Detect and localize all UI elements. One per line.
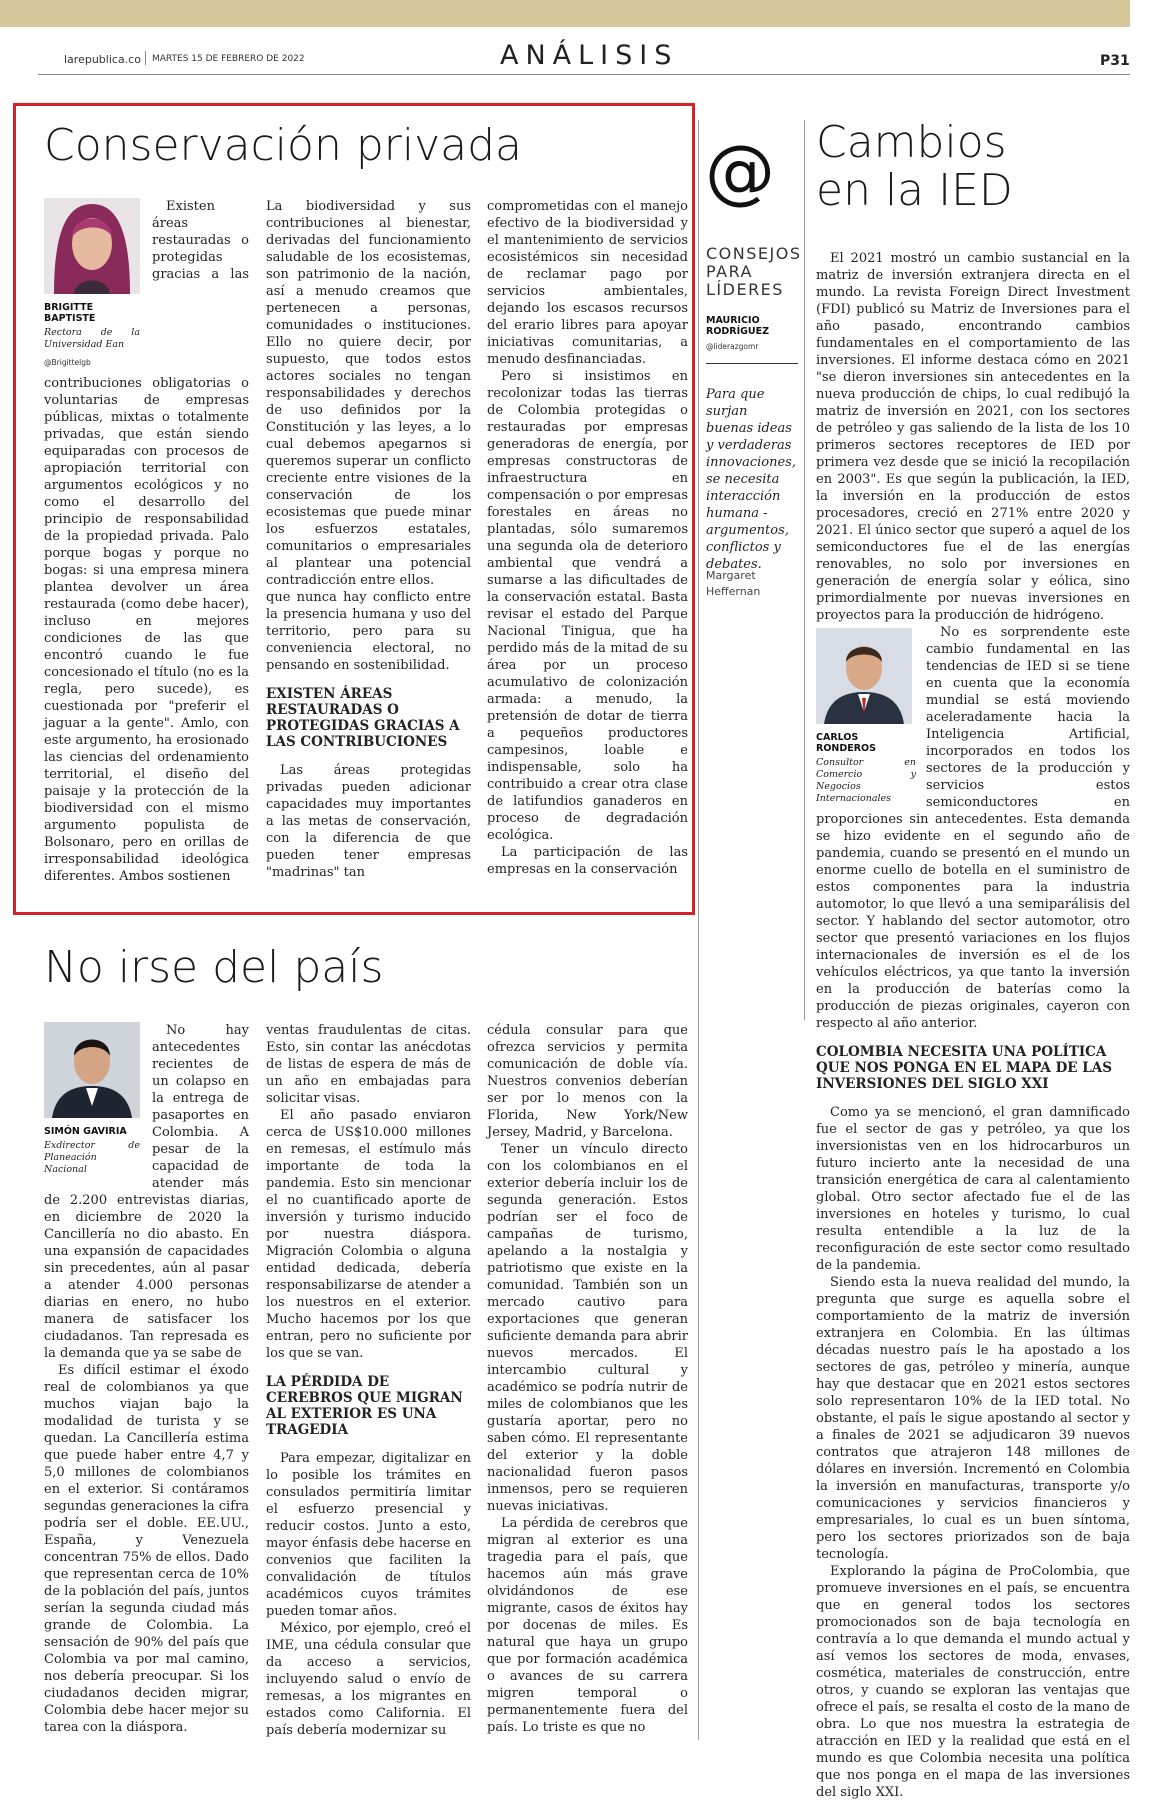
author-name: BRIGITTE BAPTISTE: [44, 302, 96, 324]
sidebar-quote-author: Margaret Heffernan: [706, 569, 761, 598]
sidebar-author-name: MAURICIO RODRÍGUEZ: [706, 315, 770, 337]
column-rule-sidebar: [698, 120, 699, 1740]
article-paragraph: Siendo esta la nueva realidad del mundo, la pregunta que surge es aquella sobre el comportamiento de la matriz de inversión extranjera en Colombia. En las últimas décadas nuestro país le ha apostado a los sectores de gas, petróleo y minería, aunque hay que destacar que en 2021 estos sectores solo representaron 10% de la IED total. No obstante, el país le sigue apostando al sector y a finales de 2021 se adjudicaron 39 nuevos contratos que atrajeron 148 millones de dólares en inversión. Incrementó en Colombia la inversión en manufacturas, transporte y/o comunicaciones y servicios financieros y empresariales, lo cual es un buen síntoma, pero los sectores priorizados son de baja tecnología.: [816, 1275, 1130, 1562]
author-box: [44, 198, 140, 371]
page-number: P31: [1100, 53, 1130, 69]
article-paragraph: comprometidas con el manejo efectivo de la biodiversidad y el mantenimiento de servicios ecosistémicos sin necesidad de reclamar pago por servicios ambientales, dejando los escasos recursos del erario libres para apoyar iniciativas comunitarias, a menudo desfinanciadas.: [487, 199, 688, 367]
article-paragraph: Explorando la página de ProColombia, que promueve inversiones en el país, se encuentra que en general todos los sectores promocionados son de baja tecnología en contravía a lo que demanda el mundo actual y así vemos los sectores de moda, envases, cosmética, materiales de construcción, entre otros, y cuando se exploran las ventajas que ofrece el país, se resalta el costo de la mano de obra. Lo que nos muestra la estrategia de atracción en IED y la realidad que está en el mundo es que Colombia necesita una política que nos ponga en el mapa de las inversiones del siglo XXI.: [816, 1564, 1130, 1800]
article2-column-3: [487, 1022, 688, 1742]
article-paragraph: Como ya se mencionó, el gran damnificado fue el sector de gas y petróleo, ya que los inversionistas ven en los hidrocarburos un futuro incierto ante la necesidad de una transición energética de cara al calentamiento global. Otro sector afectado fue el de las inversiones en hoteles y turismo, lo cual resulta entendible a la luz de la reconfiguración de este sector como resultado de la pandemia.: [816, 1105, 1130, 1273]
top-color-bar: [0, 0, 1130, 27]
article-column-3: [487, 198, 688, 888]
sidebar-rule: [706, 363, 798, 364]
article-column-2: [266, 198, 471, 888]
article-paragraph: La participación de las empresas en la conservación: [487, 845, 688, 877]
article-title: Conservación privada: [44, 120, 522, 171]
article-title: No irse del país: [44, 942, 384, 993]
article-paragraph: No hay antecedentes recientes de un colapso en la entrega de pasaportes en Colombia. A pesar de la capacidad de atender más de 2.200 entrevistas diarias, en diciembre de 2020 la Cancillería no dio abasto. En una expansión de capacidades sin precedentes, aún al pasar a atender 4.000 personas diarias en enero, no hubo manera de satisfacer los ciudadanos. Tan represada es la demanda que ya se sabe de: [44, 1023, 249, 1361]
article-subhead: EXISTEN ÁREAS RESTAURADAS O PROTEGIDAS GRACIAS A LAS CONTRIBUCIONES: [266, 686, 460, 750]
author-box: [816, 628, 916, 805]
article-column-1: [44, 198, 249, 888]
author-handle[interactable]: @Brigittelgb: [44, 358, 91, 367]
author-photo: [44, 198, 140, 294]
article-title-line2: en la IED: [816, 165, 1013, 216]
sidebar-quote: Para que surjan buenas ideas y verdaderas innovaciones, se necesita interacción humana - argumentos, conflictos y debates.: [706, 387, 796, 572]
author-name: CARLOS RONDEROS: [816, 732, 876, 754]
article-subhead: COLOMBIA NECESITA UNA POLÍTICA QUE NOS PONGA EN EL MAPA DE LAS INVERSIONES DEL SIGLO XXI: [816, 1044, 1113, 1092]
article-paragraph: El 2021 mostró un cambio sustancial en la matriz de inversión extranjera directa en el mundo. La revista Foreign Direct Investment (FDI) publicó su Matriz de Inversiones para el año pasado, encontrando cambios fundamentales en el comportamiento de las inversiones. El informe destaca cómo en 2021 "se dieron inversiones sin antecedentes en la nueva producción de chips, lo cual redibujó la matriz de inversión en 2021, con los sectores de petróleo y gas saliendo de la lista de los 10 primeros sectores receptores de IED por primera vez desde que se inició la recopilación en 2003". Es que según la publicación, la IED, la inversión en la producción de estos procesadores, creció en 271% entre 2020 y 2021. El único sector que superó a aquel de los semiconductores fue el de las energías renovables, no solo por inversiones en generación de energía solar y eólica, sino primordialmente por nuevas inversiones en proyectos para la producción de hidrógeno.: [816, 251, 1130, 623]
author-role: Rectora de la Universidad Ean: [44, 327, 140, 350]
author-role: Consultor en Comercio y Negocios Internacionales: [816, 757, 916, 804]
article-paragraph: que nunca hay conflicto entre la presencia humana y uso del territorio, pero para su conveniencia electoral, no pensando en sostenibilidad.: [266, 590, 471, 673]
author-role: Exdirector de Planeación Nacional: [44, 1140, 140, 1175]
article-paragraph: El año pasado enviaron cerca de US$10.000 millones en remesas, el estímulo más importante de toda la pandemia. Esto sin mencionar el no cuantificado aporte de inversión y turismo inducido por nuestra diáspora. Migración Colombia o alguna entidad dedicada, debería responsabilizarse de atender a los nuestros en el exterior. Mucho hacemos por los que entran, pero no suficiente por los que se van.: [266, 1108, 471, 1361]
author-photo: [816, 628, 912, 724]
at-symbol: @: [705, 130, 775, 212]
header-rule: [38, 74, 1130, 75]
article-paragraph: México, por ejemplo, creó el IME, una cédula consular que da acceso a servicios, incluyendo salud o envío de remesas, a los migrantes en estados como California. El país debería modernizar su: [266, 1621, 471, 1738]
article-paragraph: No es sorprendente este cambio fundamental en las tendencias de IED si se tiene en cuenta que la economía mundial se está moviendo aceleradamente hacia la Inteligencia Artificial, incorporados en todos los sectores de la producción y servicios estos semiconductores en proporciones sin antecedentes. Esta demanda se hizo evidente en el segundo año de pandemia, cuando se presentó en el mundo un enorme cuello de botella en el suministro de estos componentes para la industria automotor, lo que llevó a una semiparálisis del sector. Y hablando del sector automotor, otro sector que presentó variaciones en los flujos internacionales de inversión es el de los vehículos eléctricos, ya que tanto la inversión en la producción de baterías como la producción de piezas originales, cayeron con respecto al año anterior.: [816, 625, 1130, 1031]
issue-date: MARTES 15 DE FEBRERO DE 2022: [152, 54, 305, 64]
article-paragraph: Para empezar, digitalizar en lo posible los trámites en consulados permitiría limitar el esfuerzo presencial y reducir costos. Junto a esto, mayor énfasis debe hacerse en convenios que faciliten la convalidación de títulos académicos cuyos trámites pueden tomar años.: [266, 1451, 471, 1619]
section-title: ANÁLISIS: [500, 40, 679, 71]
article-paragraph: Tener un vínculo directo con los colombianos en el exterior debería incluir los de segunda generación. Estos podrían ser el foco de campañas de turismo, apelando a la nostalgia y patriotismo que existe en la comunidad. También son un mercado cautivo para exportaciones que generan suficiente demanda para abrir nuevos mercados. El intercambio cultural y académico se podría nutrir de miles de colombianos que les gustaría aportar, pero no saben cómo. El representante del exterior y la doble nacionalidad fueron pasos inmensos, pero se requieren nuevas iniciativas.: [487, 1142, 688, 1514]
article-paragraph: La biodiversidad y sus contribuciones al bienestar, derivadas del funcionamiento saludable de los ecosistemas, son patrimonio de la nación, así a menudo creamos que pertenecen a personas, comunidades o instituciones. Ello no quiere decir, por supuesto, que todos estos actores sociales no tengan responsabilidades y derechos de uso definidos por la Constitución y las leyes, a lo cual debemos apegarnos si queremos superar un conflicto creciente entre visiones de la conservación de los ecosistemas que puede minar los esfuerzos estatales, comunitarios o empresariales al plantear una potencial contradicción entre ellos.: [266, 199, 471, 588]
sidebar-author-handle[interactable]: @liderazgomr: [706, 342, 759, 351]
article-title-line1: Cambios: [816, 117, 1007, 168]
site-url[interactable]: larepublica.co: [64, 53, 141, 66]
sidebar-label: CONSEJOS PARA LÍDERES: [706, 244, 802, 299]
article-paragraph: ventas fraudulentas de citas. Esto, sin contar las anécdotas de listas de espera de más de un año en embajadas para solicitar visas.: [266, 1023, 471, 1106]
article-paragraph: Es difícil estimar el éxodo real de colombianos ya que muchos viajan bajo la modalidad de turista y se quedan. La Cancillería estima que puede haber entre 4,7 y 5,0 millones de colombianos en el exterior. Si contáramos segundas generaciones la cifra podría ser el doble. EE.UU., España, y Venezuela concentran 75% de ellos. Dado que representan cerca de 10% de la población del país, juntos serían la segunda ciudad más grande de Colombia. La sensación de 90% del país que Colombia va por mal camino, nos debería preocupar. Si los ciudadanos deciden migrar, Colombia debe hacer mejor su tarea con la diáspora.: [44, 1363, 249, 1735]
article-paragraph: cédula consular para que ofrezca servicios y permita comunicación de doble vía. Nuestros convenios deberían ser por lo menos con la Florida, New York/New Jersey, Madrid, y Barcelona.: [487, 1023, 688, 1140]
article-paragraph: Las áreas protegidas privadas pueden adicionar capacidades muy importantes a las metas de conservación, con la diferencia de que pueden tener empresas "madrinas" tan: [266, 763, 471, 880]
article-paragraph: Existen áreas restauradas o protegidas gracias a las contribuciones obligatorias o voluntarias de empresas públicas, mixtas o totalmente privadas, que están siendo equiparadas con procesos de apropiación territorial con argumentos ecológicos y no como el desarrollo del principio de responsabilidad de la propiedad privada. Palo porque bogas y porque no bogas: si una empresa minera plantea devolver un área restaurada (como debe hacer), incluso en mejores condiciones de las que encontró cuando le fue concesionado el título (no es la regla, pero sucede), es cuestionada por "preferir el jaguar a la gente". Amlo, con este argumento, ha erosionado las ciencias del ordenamiento territorial, el diseño del paisaje y la protección de la biodiversidad con el mismo argumento populista de Bolsonaro, pero en orillas de irresponsabilidad ideológica diferentes. Ambos sostienen: [44, 199, 249, 884]
author-box: [44, 1022, 140, 1176]
article2-column-2: [266, 1022, 471, 1742]
article-paragraph: La pérdida de cerebros que migran al exterior es una tragedia para el país, que hacemos aún más grave olvidándonos de ese migrante, casos de éxitos hay por docenas de miles. Es natural que haya un grupo que por formación académica o avances de su carrera migren temporal o permanentemente fuera del país. Lo triste es que no: [487, 1516, 688, 1735]
author-photo: [44, 1022, 140, 1118]
article-subhead: LA PÉRDIDA DE CEREBROS QUE MIGRAN AL EXTERIOR ES UNA TRAGEDIA: [266, 1374, 463, 1438]
article-paragraph: Pero si insistimos en recolonizar todas las tierras de Colombia protegidas o restauradas por empresas generadoras de energía, por empresas constructoras de infraestructura en compensación o por empresas forestales en áreas no plantadas, sólo sumaremos una segunda ola de deterioro ambiental que vendrá a sumarse a las dificultades de la conservación estatal. Basta revisar el estado del Parque Nacional Tinigua, que ha perdido más de la mitad de su área por un proceso acumulativo de colonización armada: a menudo, la pretensión de dotar de tierra a pequeños productores campesinos, loable e indispensable, solo ha contribuido a crear otra clase de latifundios ganaderos en proceso de degradación ecológica.: [487, 369, 688, 843]
article2-column-1: [44, 1022, 249, 1742]
header-divider: [145, 51, 146, 65]
author-name: SIMÓN GAVIRIA: [44, 1126, 127, 1137]
article-right-column: [816, 250, 1130, 1800]
